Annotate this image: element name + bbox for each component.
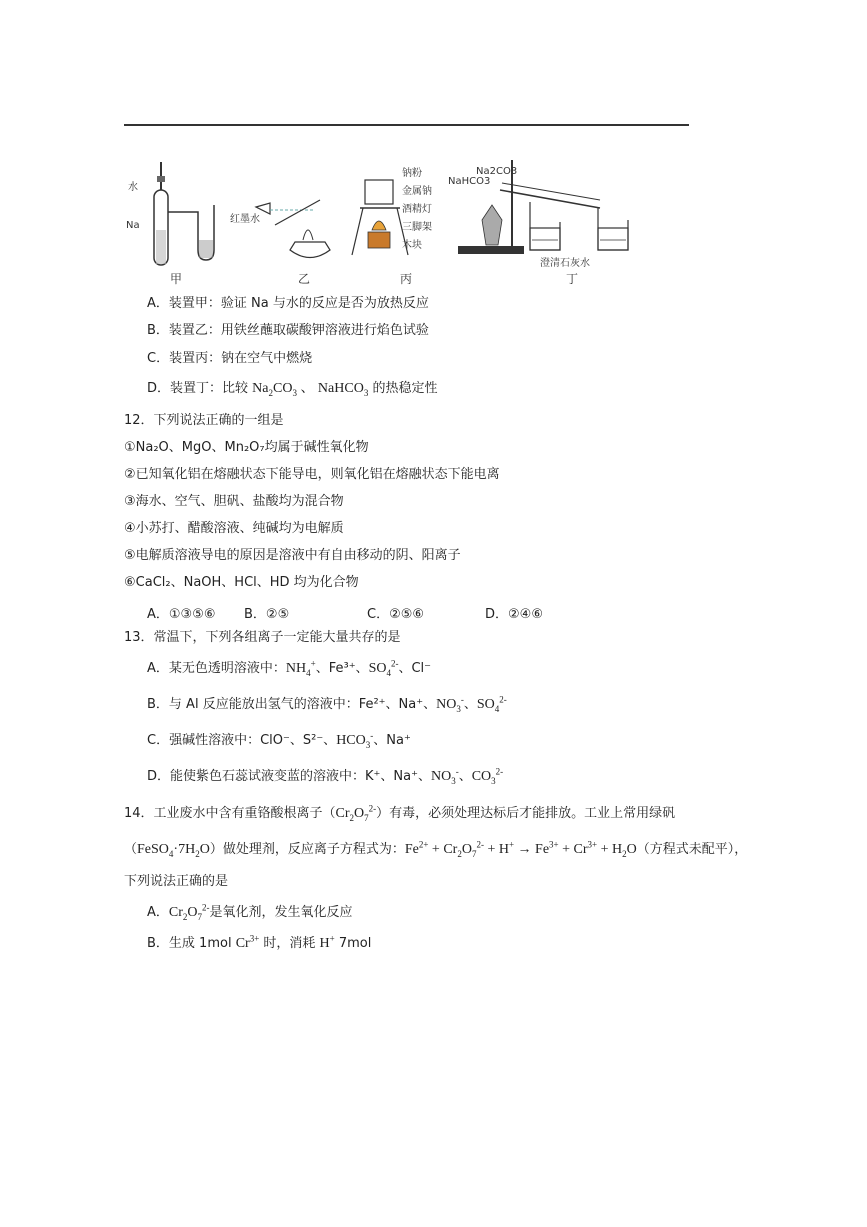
label-bing-4: 木块	[402, 240, 422, 251]
q11-option-d-suffix: 的热稳定性	[368, 381, 438, 396]
apparatus-jia	[126, 162, 260, 265]
apparatus-yi	[256, 200, 330, 258]
label-nahco3: NaHCO3	[448, 176, 491, 187]
q13-option-c-ions: $HCO_3^-$	[336, 730, 374, 750]
q12-item-5: ⑤电解质溶液导电的原因是溶液中有自由移动的阴、阳离子	[124, 548, 461, 563]
q13-option-d-text: D．能使紫色石蕊试液变蓝的溶液中：K⁺、Na⁺、	[147, 769, 431, 784]
q12-item-1: ①Na₂O、MgO、Mn₂O₇均属于碱性氧化物	[124, 440, 369, 455]
label-red-ink: 红墨水	[230, 214, 260, 225]
formula-h: H+	[319, 933, 335, 951]
q14-option-b-a: B．生成 1mol	[147, 936, 236, 951]
label-bing-3: 三脚架	[402, 222, 432, 233]
formula-na2co3: $Na_2CO_3$ 、 NaHCO$_3$	[252, 381, 369, 398]
q12-item-2: ②已知氧化铝在熔融状态下能导电，则氧化铝在熔融状态下能电离	[124, 467, 500, 482]
q14-option-a: A．$Cr_2O_7^{2-}$是氧化剂，发生氧化反应	[147, 902, 353, 922]
q14-stem2-a: （	[124, 842, 138, 857]
q14-stem1-b: ）有毒，必须处理达标后才能排放。工业上常用绿矾	[376, 806, 676, 821]
q13-option-c: C．强碱性溶液中：ClO⁻、S²⁻、$HCO_3^-$、Na⁺	[147, 730, 411, 750]
label-bing-1: 金属钠	[402, 186, 432, 197]
label-na2co3: Na2CO3	[476, 166, 518, 177]
q13-option-b-ions: $NO_3^-$	[436, 694, 464, 714]
formula-cr3: $Cr^{3+}$	[235, 933, 260, 951]
header-rule	[124, 124, 689, 126]
formula-dichromate-a: $Cr_2O_7^{2-}$	[168, 902, 210, 922]
q13-option-d-ions: $NO_3^-$	[430, 766, 459, 786]
caption-bing: 丙	[400, 272, 413, 286]
q11-option-b: B．装置乙：用铁丝蘸取碳酸钾溶液进行焰色试验	[147, 323, 429, 338]
q12-choice-a: A．①③⑤⑥	[147, 607, 216, 622]
q13-option-d: D．能使紫色石蕊试液变蓝的溶液中：K⁺、Na⁺、$NO_3^-$、$CO_3^{2-}$	[147, 766, 504, 786]
q11-option-d	[147, 381, 437, 397]
q13-stem: 13．常温下，下列各组离子一定能大量共存的是	[124, 630, 401, 645]
q14-stem1-a: 14．工业废水中含有重铬酸根离子（	[124, 806, 336, 821]
ionic-equation: $Fe^{2+} + Cr_2O_7^{2-} + H^+ \to Fe^{3+} + Cr^{3+} + H_2O$	[404, 839, 637, 859]
q12-stem: 12．下列说法正确的一组是	[124, 413, 284, 428]
q14-stem-line1	[124, 803, 676, 823]
q12-item-3: ③海水、空气、胆矾、盐酸均为混合物	[124, 494, 344, 509]
apparatus-figures	[120, 150, 720, 285]
q11-option-c: C．装置丙：钠在空气中燃烧	[147, 351, 313, 366]
q12-choice-b: B．②⑤	[244, 607, 290, 622]
formula-dichromate: $Cr_2O_7^{2-}$	[335, 803, 377, 823]
q12-choice-d: D．②④⑥	[485, 607, 543, 622]
q13-option-b-text: B．与 Al 反应能放出氢气的溶液中：Fe²⁺、Na⁺、	[147, 697, 437, 712]
label-bing-2: 酒精灯	[402, 204, 432, 215]
q11-option-a: A．装置甲：验证 Na 与水的反应是否为放热反应	[147, 296, 429, 311]
q14-option-b-b: 时，消耗	[259, 936, 320, 951]
apparatus-bing	[352, 166, 432, 255]
q13-option-a: A．某无色透明溶液中：$NH_4^+$、Fe³⁺、$SO_4^{2-}$、Cl⁻	[147, 658, 432, 678]
q14-stem-line2	[124, 839, 748, 859]
q12-item-4: ④小苏打、醋酸溶液、纯碱均为电解质	[124, 521, 344, 536]
q14-stem-line3: 下列说法正确的是	[124, 874, 229, 889]
q14-stem2-b: ）做处理剂，反应离子方程式为：	[209, 842, 405, 857]
label-limewater: 澄清石灰水	[540, 258, 590, 269]
q11-option-d-prefix: D．装置丁：比较	[147, 381, 253, 396]
q13-option-c-text: C．强碱性溶液中：ClO⁻、S²⁻、	[147, 733, 337, 748]
label-bing-0: 钠粉	[402, 168, 422, 179]
q14-option-a-text: 是氧化剂，发生氧化反应	[209, 905, 353, 920]
caption-ding: 丁	[566, 272, 579, 286]
apparatus-ding	[448, 160, 628, 269]
q14-stem2-c: （方程式未配平），	[636, 842, 748, 857]
q14-option-b	[147, 933, 372, 952]
q12-choice-c: C．②⑤⑥	[367, 607, 425, 622]
caption-yi: 乙	[298, 272, 311, 286]
caption-jia: 甲	[170, 272, 183, 286]
formula-green-vitriol: $FeSO_4\cdot 7H_2O$	[137, 842, 210, 859]
q14-option-b-c: 7mol	[334, 936, 372, 951]
q13-option-b: B．与 Al 反应能放出氢气的溶液中：Fe²⁺、Na⁺、$NO_3^-$、$SO_4^{2-}$	[147, 694, 507, 714]
q13-option-a-text: A．某无色透明溶液中：	[147, 661, 286, 676]
q12-item-6: ⑥CaCl₂、NaOH、HCl、HD 均为化合物	[124, 575, 359, 590]
q13-option-a-ions: $NH_4^+$	[285, 658, 316, 678]
label-na: Na	[126, 220, 140, 231]
label-water: 水	[128, 182, 138, 193]
